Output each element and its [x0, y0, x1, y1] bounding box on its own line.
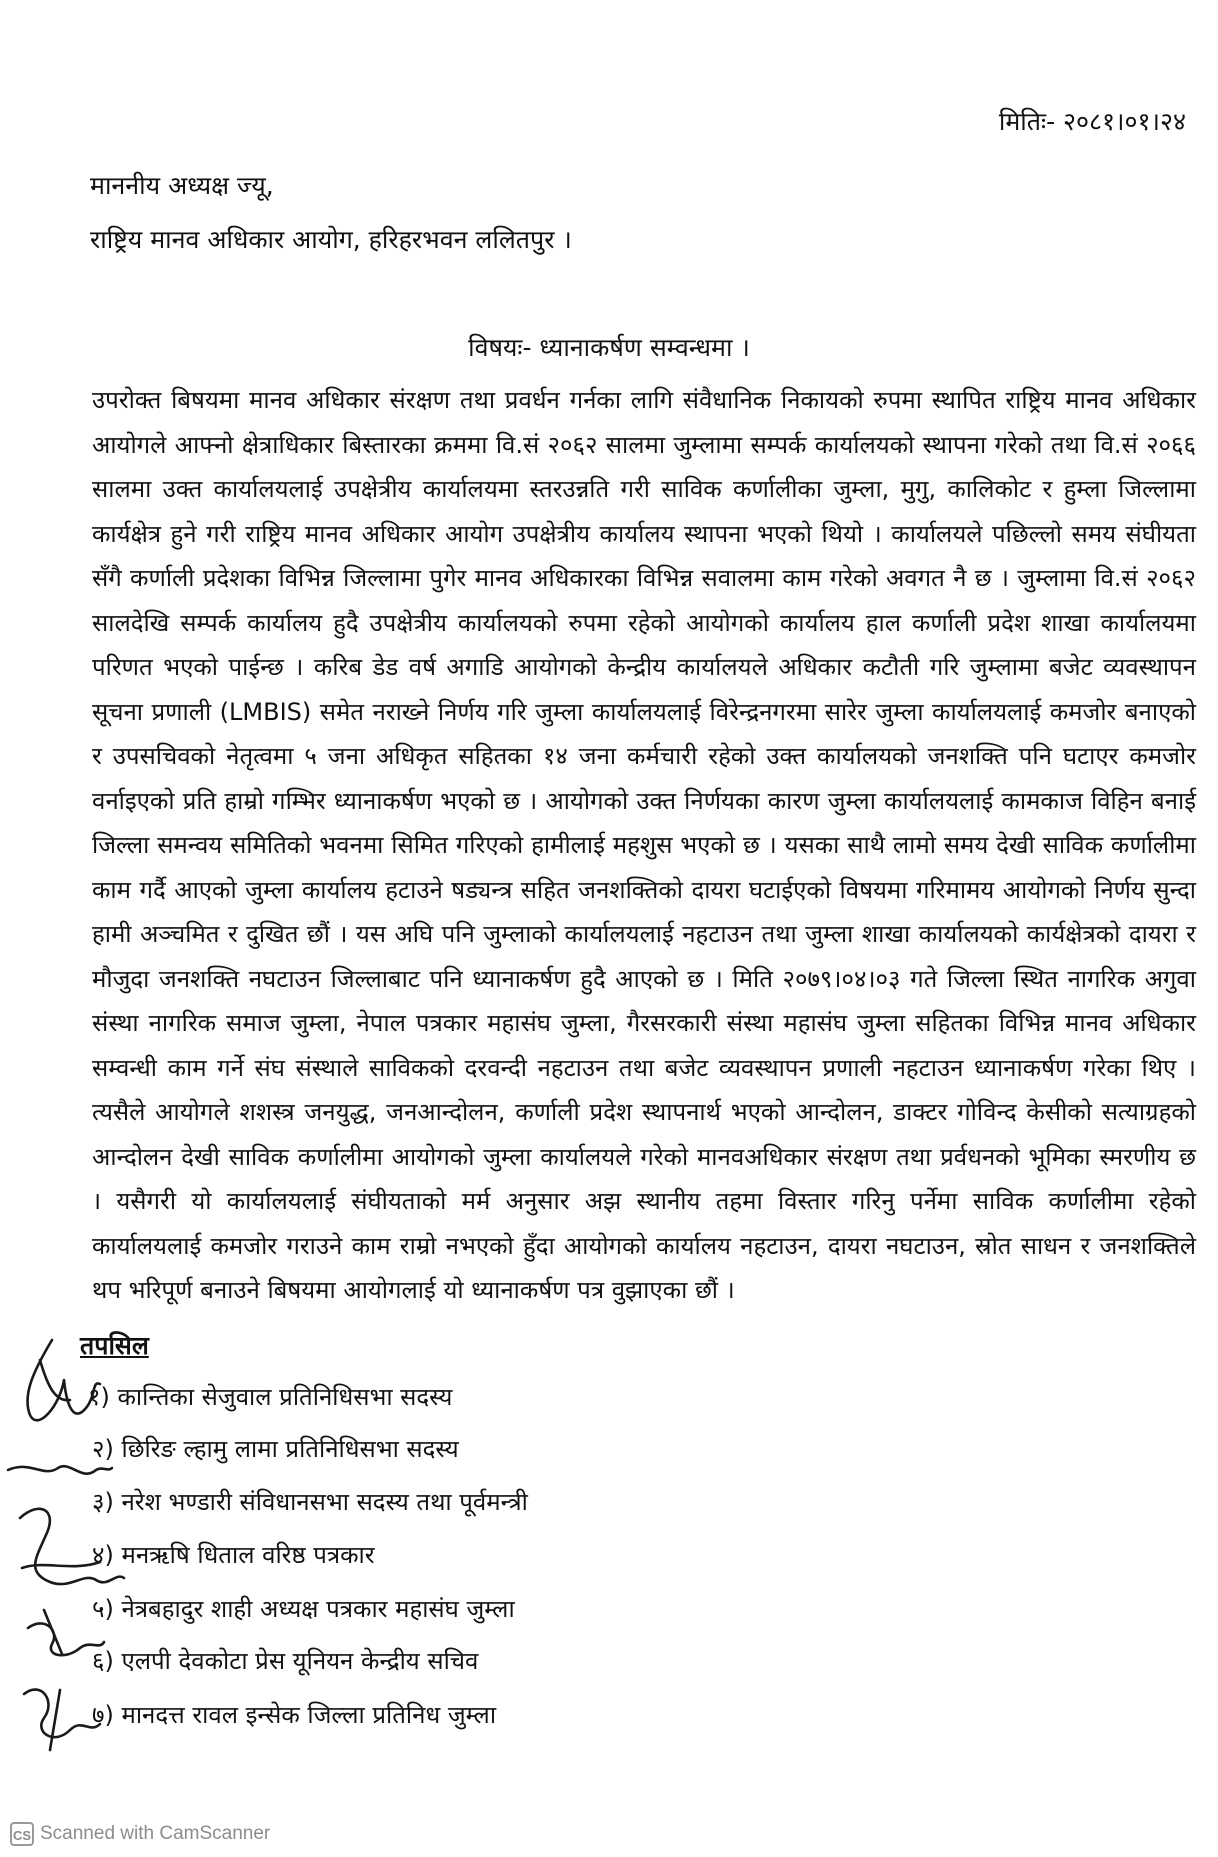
signature-7: [24, 1690, 100, 1738]
signatory-item: २) छिरिङ ल्हामु लामा प्रतिनिधिसभा सदस्य: [92, 1435, 459, 1463]
letter-body: उपरोक्त बिषयमा मानव अधिकार संरक्षण तथा प्रवर्धन गर्नका लागि संवैधानिक निकायको रुपमा स्थापित राष्ट्रिय मानव अधिकार आयोगले आफ्नो क्षेत्राधिकार बिस्तारका क्रममा वि.सं २०६२ सालमा जुम्लामा सम्पर्क कार्यालयको स्थापना गरेको तथा वि.सं २०६६ सालमा उक्त कार्यालयलाई उपक्षेत्रीय कार्यालयमा स्तरउन्नति गरी साविक कर्णालीका जुम्ला, मुगु, कालिकोट र हुम्ला जिल्लामा कार्यक्षेत्र हुने गरी राष्ट्रिय मानव अधिकार आयोग उपक्षेत्रीय कार्यालय स्थापना भएको थियो । कार्यालयले पछिल्लो समय संघीयता सँगै कर्णाली प्रदेशका विभिन्न जिल्लामा पुगेर मानव अधिकारका विभिन्न सवालमा काम गरेको अवगत नै छ । जुम्लामा वि.सं २०६२ सालदेखि सम्पर्क कार्यालय हुदै उपक्षेत्रीय कार्यालयको रुपमा रहेको आयोगको कार्यालय हाल कर्णाली प्रदेश शाखा कार्यालयमा परिणत भएको पाईन्छ । करिब डेड वर्ष अगाडि आयोगको केन्द्रीय कार्यालयले अधिकार कटौती गरि जुम्लामा बजेट व्यवस्थापन सूचना प्रणाली (LMBIS) समेत नराख्ने निर्णय गरि जुम्ला कार्यालयलाई विरेन्द्रनगरमा सारेर जुम्ला कार्यालयलाई कमजोर बनाएको र उपसचिवको नेतृत्वमा ५ जना अधिकृत सहितका १४ जना कर्मचारी रहेको उक्त कार्यालयको जनशक्ति पनि घटाएर कमजोर वर्नाइएको प्रति हाम्रो गम्भिर ध्यानाकर्षण भएको छ । आयोगको उक्त निर्णयका कारण जुम्ला कार्यालयलाई कामकाज विहिन बनाई जिल्ला समन्वय समितिको भवनमा सिमित गरिएको हामीलाई महशुस भएको छ । यसका साथै लामो समय देखी साविक कर्णालीमा काम गर्दै आएको जुम्ला कार्यालय हटाउने षड्यन्त्र सहित जनशक्तिको दायरा घटाईएको विषयमा गरिमामय आयोगको निर्णय सुन्दा हामी अञ्चमित र दुखित छौं । यस अघि पनि जुम्लाको कार्यालयलाई नहटाउन तथा जुम्ला शाखा कार्यालयको कार्यक्षेत्रको दायरा र मौजुदा जनशक्ति नघटाउन जिल्लाबाट पनि ध्यानाकर्षण हुदै आएको छ । मिति २०७९।०४।०३ गते जिल्ला स्थित नागरिक अगुवा संस्था नागरिक समाज जुम्ला, नेपाल पत्रकार महासंघ जुम्ला, गैरसरकारी संस्था महासंघ जुम्ला सहितका विभिन्न मानव अधिकार सम्वन्धी काम गर्ने संघ संस्थाले साविकको दरवन्दी नहटाउन तथा बजेट व्यवस्थापन प्रणाली नहटाउन ध्यानाकर्षण गरेका थिए । त्यसैले आयोगले शशस्त्र जनयुद्ध, जनआन्दोलन, कर्णाली प्रदेश स्थापनार्थ भएको आन्दोलन, डाक्टर गोविन्द केसीको सत्याग्रहको आन्दोलन देखी साविक कर्णालीमा आयोगको जुम्ला कार्यालयले गरेको मानवअधिकार संरक्षण तथा प्रर्वधनको भूमिका स्मरणीय छ । यसैगरी यो कार्यालयलाई संघीयताको मर्म अनुसार अझ स्थानीय तहमा विस्तार गरिनु पर्नेमा साविक कर्णालीमा रहेको कार्यालयलाई कमजोर गराउने काम राम्रो नभएको हुँदा आयोगको कार्यालय नहटाउन, दायरा नघटाउन, स्रोत साधन र जनशक्तिले थप भरिपूर्ण बनाउने बिषयमा आयोगलाई यो ध्यानाकर्षण पत्र वुझाएका छौं ।: [92, 386, 1196, 1304]
signature-3: [8, 1466, 112, 1473]
addressee-title: माननीय अध्यक्ष ज्यू,: [90, 171, 274, 200]
scanner-watermark: [10, 1822, 270, 1846]
signatory-item: १) कान्तिका सेजुवाल प्रतिनिधिसभा सदस्य: [88, 1383, 453, 1411]
signature-6b: [44, 1610, 62, 1654]
camscanner-logo: CS: [10, 1822, 34, 1846]
signatory-item: ५) नेत्रबहादुर शाही अध्यक्ष पत्रकार महासंघ जुम्ला: [92, 1595, 515, 1623]
signatory-item: ६) एलपी देवकोटा प्रेस यूनियन केन्द्रीय सचिव: [92, 1647, 479, 1675]
signatory-item: ४) मनऋषि धिताल वरिष्ठ पत्रकार: [92, 1541, 375, 1569]
handwritten-signatures: [0, 1310, 160, 1770]
signatory-item: ७) मानदत्त रावल इन्सेक जिल्ला प्रतिनिध जुम्ला: [92, 1701, 497, 1729]
annex-title: तपसिल: [80, 1331, 149, 1360]
signature-4: [20, 1509, 124, 1584]
signature-7b: [50, 1690, 60, 1750]
signature-6: [28, 1623, 104, 1655]
signature-4b: [22, 1562, 100, 1568]
signatory-item: ३) नरेश भण्डारी संविधानसभा सदस्य तथा पूर्वमन्त्री: [92, 1488, 528, 1516]
watermark-text: Scanned with CamScanner: [40, 1823, 271, 1844]
signature-1: [27, 1340, 100, 1420]
letter-date: मितिः- २०८१।०१।२४: [998, 107, 1186, 136]
letter-subject: विषयः- ध्यानाकर्षण सम्वन्धमा ।: [468, 333, 750, 362]
addressee-organization: राष्ट्रिय मानव अधिकार आयोग, हरिहरभवन ललितपुर ।: [90, 225, 572, 254]
